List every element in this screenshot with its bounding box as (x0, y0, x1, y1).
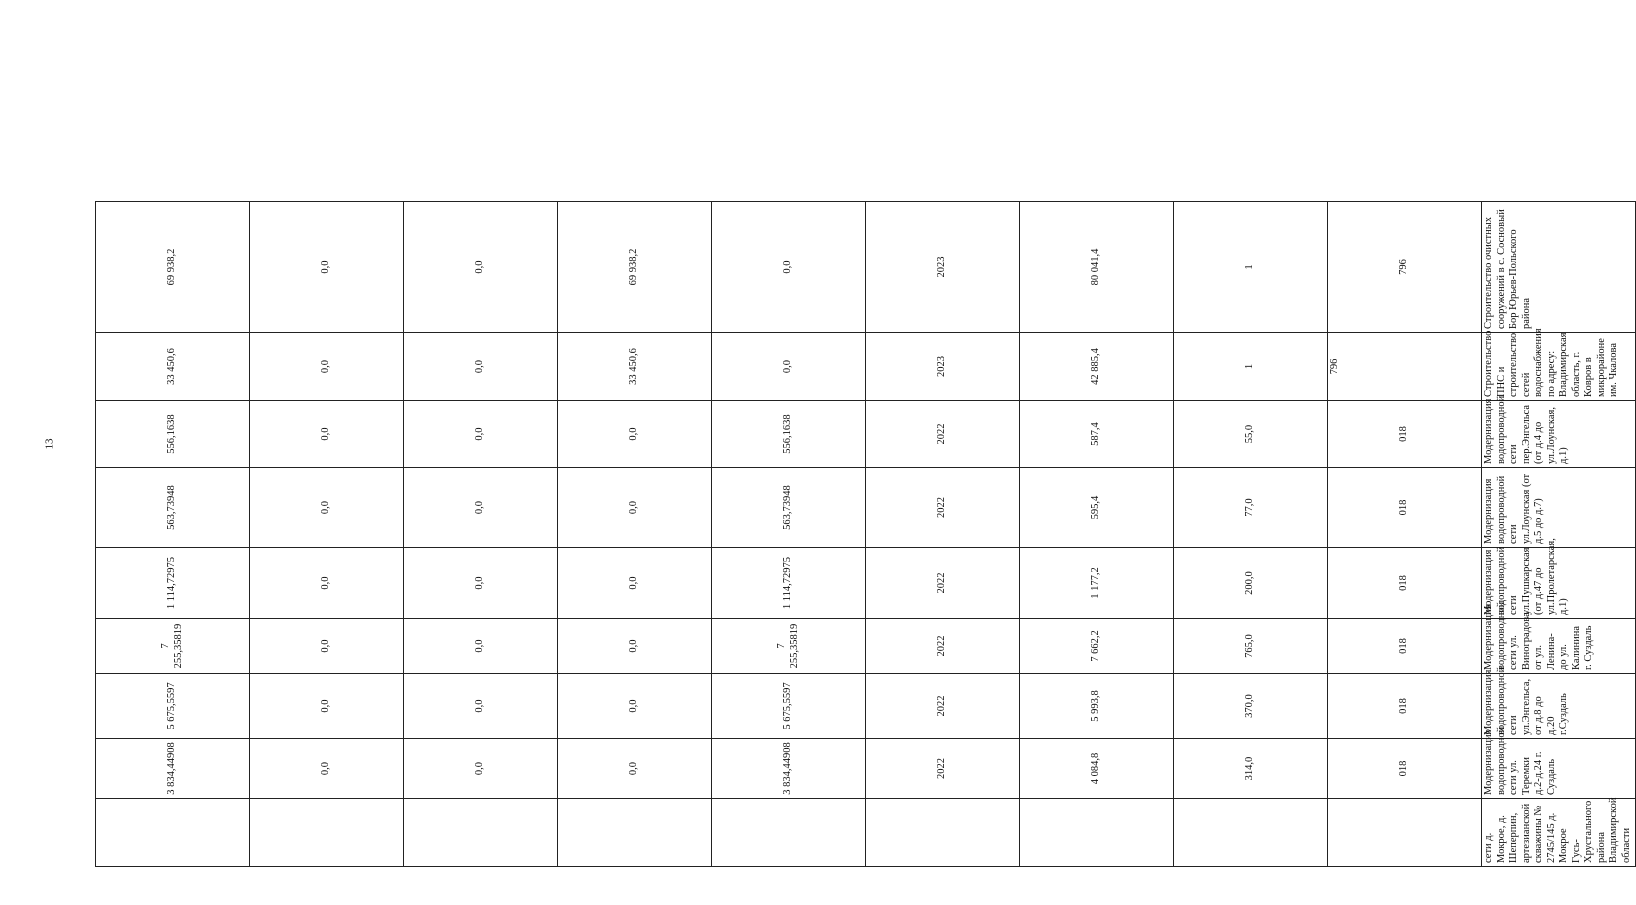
table-cell-v4 (250, 799, 404, 867)
table-cell-v3: 0,0 (404, 202, 558, 333)
table-cell-length: 765,0 (1174, 619, 1328, 674)
table-cell-v3: 0,0 (404, 739, 558, 799)
table-cell-code: 018 (1328, 674, 1482, 739)
table-cell-v4: 0,0 (250, 468, 404, 548)
table-cell-v4: 0,0 (250, 739, 404, 799)
table-cell-length: 200,0 (1174, 548, 1328, 619)
table-cell-code: 018 (1328, 468, 1482, 548)
table-cell-v1: 3 834,44908 (712, 739, 866, 799)
table-cell-v2: 0,0 (558, 674, 712, 739)
table-cell-code: 018 (1328, 619, 1482, 674)
table-cell-total: 563,73948 (96, 468, 250, 548)
table-cell-v2: 69 938,2 (558, 202, 712, 333)
table-cell-code (1328, 799, 1482, 867)
table-cell-length: 77,0 (1174, 468, 1328, 548)
table-cell-length: 314,0 (1174, 739, 1328, 799)
table-cell-v3 (404, 799, 558, 867)
table-cell-v2: 0,0 (558, 548, 712, 619)
table-column-length (1174, 30, 1328, 867)
table-cell-length: 1 (1174, 333, 1328, 401)
table-column-cost (1020, 30, 1174, 867)
table-cell-year: 2022 (866, 739, 1020, 799)
table-cell-total: 556,1638 (96, 401, 250, 468)
table-cell-v4: 0,0 (250, 202, 404, 333)
table-cell-length: 370,0 (1174, 674, 1328, 739)
table-cell-v3: 0,0 (404, 674, 558, 739)
table-cell-name: Модернизация водопроводной сети ул.Лоунская (от д.5 до д.7) (1482, 468, 1636, 548)
table-cell-v1: 0,0 (712, 333, 866, 401)
table-cell-year: 2022 (866, 548, 1020, 619)
table-column-year (866, 30, 1020, 867)
table-cell-v2: 33 450,6 (558, 333, 712, 401)
table-cell-length: 55,0 (1174, 401, 1328, 468)
table-cell-v4: 0,0 (250, 548, 404, 619)
table-cell-name: Строительство очистных сооружений в с. Сосновый Бор Юрьев-Польского района (1482, 202, 1636, 333)
table-cell-v4: 0,0 (250, 333, 404, 401)
table-cell-total: 33 450,6 (96, 333, 250, 401)
table-cell-v2: 0,0 (558, 739, 712, 799)
table-cell-name: Модернизация водопроводной сети ул.Пушкарская (от д.47 до ул.Пролетарская, д.1) (1482, 548, 1636, 619)
table-cell-v2 (558, 799, 712, 867)
table-cell-cost: 7 662,2 (1020, 619, 1174, 674)
table-cell-year (866, 799, 1020, 867)
table-cell-v1: 5 675,5597 (712, 674, 866, 739)
table-cell-v3: 0,0 (404, 548, 558, 619)
table-cell-name: Модернизация водопроводной сети пер.Энгельса (от д.4 до ул.Лоунская, д.1) (1482, 401, 1636, 468)
table-column-v4 (250, 30, 404, 867)
table-cell-cost (1020, 799, 1174, 867)
table-cell-total: 69 938,2 (96, 202, 250, 333)
table-cell-code: 796 (1328, 333, 1482, 401)
table-column-name (1482, 30, 1636, 867)
table-cell-cost: 4 084,8 (1020, 739, 1174, 799)
table-cell-total (96, 799, 250, 867)
rotated-table-container (95, 30, 1632, 867)
table-cell-year: 2022 (866, 674, 1020, 739)
table-cell-v1: 556,1638 (712, 401, 866, 468)
table-cell-v1: 7 255,35819 (712, 619, 866, 674)
table-cell-name: Строительство ПНС и строительство сетей водоснабжения по адресу: Владимирская область, г. Ковров в микрорайоне им. Чкалова (1482, 333, 1636, 401)
table-column-v2 (558, 30, 712, 867)
table-cell-v2: 0,0 (558, 619, 712, 674)
table-cell-v3: 0,0 (404, 401, 558, 468)
table-cell-v4: 0,0 (250, 674, 404, 739)
table-cell-name: Модернизация водопроводной сети ул.Энгельса, от д.8 до д.20 г.Суздаль (1482, 674, 1636, 739)
table-column-v3 (404, 30, 558, 867)
table-inner (95, 30, 1632, 867)
table-cell-year: 2023 (866, 202, 1020, 333)
table-cell-year: 2023 (866, 333, 1020, 401)
table-cell-v1 (712, 799, 866, 867)
table-cell-v1: 1 114,72975 (712, 548, 866, 619)
table-cell-year: 2022 (866, 619, 1020, 674)
table-cell-v4: 0,0 (250, 619, 404, 674)
table-cell-cost: 587,4 (1020, 401, 1174, 468)
table-cell-total: 1 114,72975 (96, 548, 250, 619)
table-cell-v1: 0,0 (712, 202, 866, 333)
page-number: 13 (43, 438, 56, 450)
table-cell-cost: 1 177,2 (1020, 548, 1174, 619)
table-cell-total: 5 675,5597 (96, 674, 250, 739)
table-cell-code: 018 (1328, 739, 1482, 799)
table-column-total (96, 30, 250, 867)
table-column-v1 (712, 30, 866, 867)
table-cell-total: 7 255,35819 (96, 619, 250, 674)
table-cell-v1: 563,73948 (712, 468, 866, 548)
table-cell-cost: 80 041,4 (1020, 202, 1174, 333)
table-cell-cost: 595,4 (1020, 468, 1174, 548)
table-cell-name: Модернизация водопроводной сети ул. Виноградова от ул. Ленина- до ул. Калинина г. Суздаль (1482, 619, 1636, 674)
table-cell-code: 796 (1328, 202, 1482, 333)
table-cell-v2: 0,0 (558, 401, 712, 468)
table-cell-length: 1 (1174, 202, 1328, 333)
table-cell-code: 018 (1328, 548, 1482, 619)
table-cell-v3: 0,0 (404, 333, 558, 401)
table-cell-code: 018 (1328, 401, 1482, 468)
table-cell-v2: 0,0 (558, 468, 712, 548)
table-cell-name: сети д. Мокрое, д. Шеперпин, артезианской скважины № 2745/145 д. Мокрое Гусь-Хрустального района Владимирской области (1482, 799, 1636, 867)
table-cell-year: 2022 (866, 468, 1020, 548)
table-cell-cost: 42 885,4 (1020, 333, 1174, 401)
table-cell-name: Модернизация водопроводной сети ул. Теремки д.2-д.24 г. Суздаль (1482, 739, 1636, 799)
table-column-code (1328, 30, 1482, 867)
table-cell-year: 2022 (866, 401, 1020, 468)
table-cell-v3: 0,0 (404, 468, 558, 548)
investment-table (95, 29, 1636, 867)
table-cell-v3: 0,0 (404, 619, 558, 674)
table-cell-length (1174, 799, 1328, 867)
table-cell-v4: 0,0 (250, 401, 404, 468)
table-cell-total: 3 834,44908 (96, 739, 250, 799)
table-cell-cost: 5 993,8 (1020, 674, 1174, 739)
